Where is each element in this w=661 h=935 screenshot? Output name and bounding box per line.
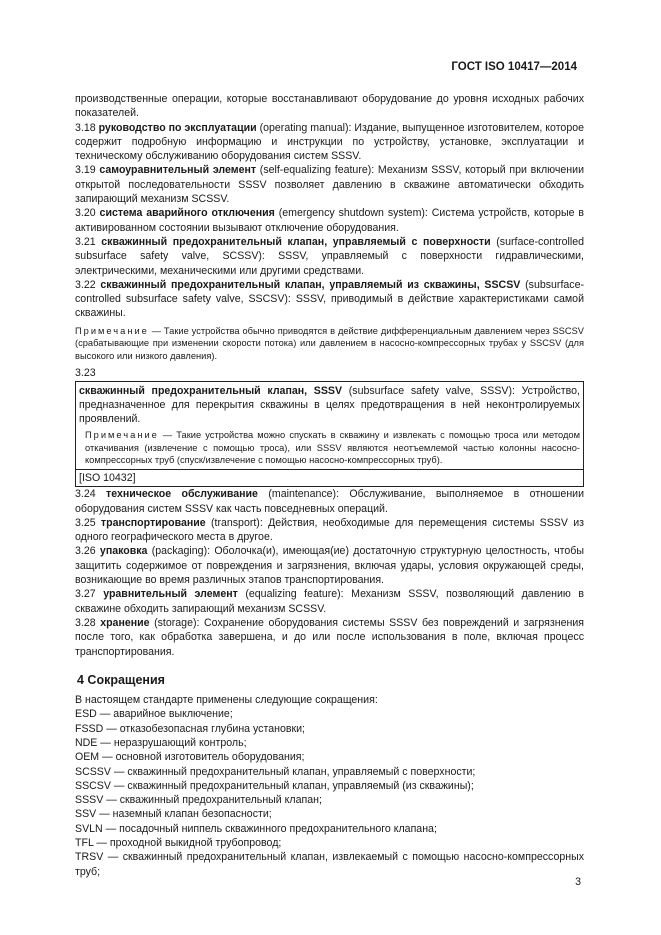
note-label: Примечание [75, 325, 149, 336]
term-entry [75, 121, 584, 164]
note-text: Такие устройства обычно приводятся в действие дифференциальным давлением через SSCSV (срабатывающие при изменении скорости потока) или давлением в насосно-компрессорных трубах у SSCSV (для высокого или низкого давления). [75, 325, 584, 361]
entry-number: 3.25 [75, 516, 96, 529]
entry-term: система аварийного отключения [99, 207, 275, 220]
entry-text: (self-equalizing feature): Механизм SSSV, который при включении открытой последовательности SSSV позволяет давлению в скважине автоматически обходить запирающий механизм SCSSV. [75, 164, 584, 206]
entry-3-23-term: скважинный предохранительный клапан, SSSV [79, 384, 343, 397]
abbreviation-list [75, 707, 584, 879]
section-4-title: 4 Сокращения [77, 672, 165, 687]
term-entry [75, 516, 584, 545]
entry-3-23-number: 3.23 [75, 367, 96, 380]
section-4-intro: В настоящем стандарте применены следующие сокращения: [75, 694, 378, 707]
note-dash: — [148, 325, 164, 336]
abbreviation-item: ESD — аварийное выключение; [75, 708, 233, 721]
entry-text: (surface-controlled subsurface safety valve, SCSSV): SSSV, управляемый с поверхности гидравлическими, электрическими, механическими или другими средствами. [75, 235, 584, 277]
entry-text: (subsurface-controlled subsurface safety valve, SSCSV): SSSV, приводимый в действие характеристиками самой скважины. [75, 278, 584, 320]
entry-term: самоуравнительный элемент [99, 164, 257, 177]
entry-text: (operating manual): Издание, выпущенное изготовителем, которое содержит подробную информацию и инструкции по устройству, установке, эксплуатации и техническому обслуживанию оборудования систем SSSV. [75, 121, 585, 163]
page-content [75, 92, 584, 879]
term-entry [75, 278, 584, 321]
note-3-22 [75, 325, 584, 363]
entry-term: хранение [100, 616, 150, 629]
entry-3-23-note [79, 429, 580, 467]
note-dash: — [158, 430, 177, 441]
entry-term: упаковка [99, 545, 148, 558]
entry-term: скважинный предохранительный клапан, управляемый из скважины, SSCSV [100, 278, 521, 291]
page-number: 3 [575, 876, 581, 888]
entry-term: скважинный предохранительный клапан, управляемый с поверхности [101, 235, 491, 248]
abbreviation-item: SVLN — посадочный ниппель скважинного предохранительного клапана; [75, 822, 437, 835]
term-entry [75, 544, 584, 587]
entry-text: (transport): Действия, необходимые для перемещения системы SSSV из одного географического места в другое. [75, 516, 584, 544]
entry-term: уравнительный элемент [103, 588, 238, 601]
term-entries-a [75, 121, 584, 321]
term-entry [75, 206, 584, 235]
abbreviation-item: TFL — проходной выкидной трубопровод; [75, 837, 282, 850]
term-box-3-23 [75, 381, 584, 488]
entry-number: 3.28 [75, 616, 96, 629]
abbreviation-item: OEM — основной изготовитель оборудования; [75, 751, 305, 764]
entry-3-23-text: (subsurface safety valve, SSSV): Устройство, предназначенное для перекрытия скважины в целях предотвращения в ней неконтролируемых проявлений. [79, 384, 580, 426]
entry-text: (maintenance): Обслуживание, выполняемое в отношении оборудования систем SSSV как часть повседневных операций. [75, 488, 585, 515]
entry-number: 3.21 [75, 235, 96, 248]
abbreviation-item: SSSV — скважинный предохранительный клапан; [75, 794, 322, 807]
term-entries-b [75, 487, 584, 659]
entry-term: транспортирование [100, 516, 206, 529]
term-entry [75, 235, 584, 278]
term-entry [75, 163, 584, 206]
abbreviation-item: SSV — наземный клапан безопасности; [75, 808, 272, 821]
entry-number: 3.19 [75, 164, 96, 177]
abbreviation-item: SCSSV — скважинный предохранительный клапан, управляемый с поверхности; [75, 765, 476, 778]
entry-3-23-definition [79, 384, 580, 427]
intro-continuation: производственные операции, которые восстанавливают оборудование до уровня исходных рабочих показателей. [75, 93, 584, 120]
term-entry [75, 616, 584, 659]
entry-number: 3.24 [75, 488, 96, 501]
entry-number: 3.26 [75, 545, 96, 558]
term-entry [75, 587, 584, 616]
abbreviation-item: TRSV — скважинный предохранительный клапан, извлекаемый с помощью насосно-компрессорных труб; [75, 851, 584, 878]
note-label: Примечание [85, 430, 159, 441]
entry-number: 3.20 [75, 207, 96, 220]
entry-3-23-source: [ISO 10432] [76, 469, 583, 485]
abbreviation-item: SSCSV — скважинный предохранительный клапан, управляемый (из скважины); [75, 779, 474, 792]
standard-header: ГОСТ ISO 10417—2014 [451, 61, 577, 73]
entry-text: (equalizing feature): Механизм SSSV, позволяющий давлению в скважине обходить запирающий механизм SCSSV. [75, 588, 584, 615]
entry-number: 3.22 [75, 278, 96, 291]
abbreviation-item: NDE — неразрушающий контроль; [75, 736, 247, 749]
abbreviation-item: FSSD — отказобезопасная глубина установки; [75, 722, 305, 735]
entry-text: (packaging): Оболочка(и), имеющая(ие) достаточную структурную целостность, чтобы защитить содержимое от повреждения и загрязнения, включая удары, условия окружающей среды, возникающие во время различных этапов транспортирования. [75, 545, 584, 587]
entry-number: 3.18 [75, 121, 96, 134]
entry-term: техническое обслуживание [106, 488, 258, 501]
entry-text: (emergency shutdown system): Система устройств, которые в активированном состоянии вызывают отключение оборудования. [75, 207, 584, 234]
entry-number: 3.27 [75, 588, 96, 601]
entry-text: (storage): Сохранение оборудования системы SSSV без повреждений и загрязнения после того, как обработка завершена, и до или после использования в поле, включая процесс транспортирования. [75, 616, 584, 658]
entry-term: руководство по эксплуатации [98, 121, 257, 134]
note-text: Такие устройства можно спускать в скважину и извлекать с помощью троса или методом откачивания (извлечение с помощью троса), или SSSV являются неотъемлемой частью колонны насосно-компрессорных труб (спуск/извлечение с помощью насосно-компрессорных труб). [85, 430, 580, 466]
term-entry [75, 487, 584, 516]
